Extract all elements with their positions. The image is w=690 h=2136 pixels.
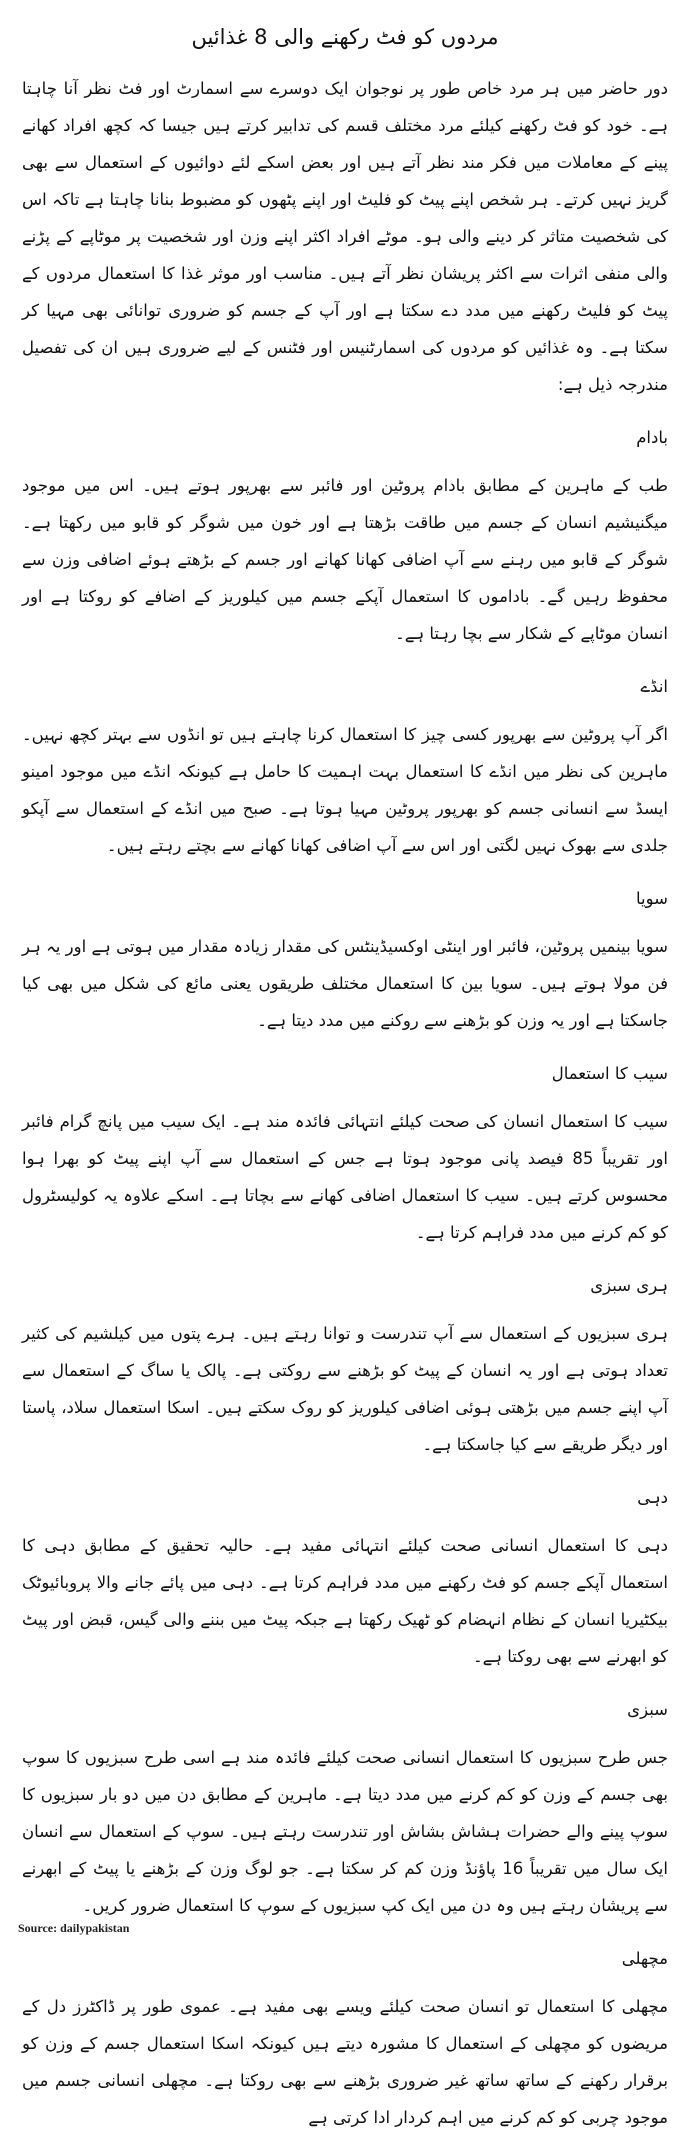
article-title: مردوں کو فٹ رکھنے والی 8 غذائیں	[191, 25, 499, 49]
intro-paragraph: دور حاضر میں ہر مرد خاص طور پر نوجوان ایک دوسرے سے اسمارٹ اور فٹ نظر آنا چاہتا ہے۔ خود کو فٹ رکھنے کیلئے مرد مختلف قسم کی تدابیر کرتے ہیں جیسا کہ کچھ افراد کھانے پینے کے معاملات میں فکر مند نظر آتے ہیں اور بعض اسکے لئے دوائیوں کے استعمال سے بھی گریز نہیں کرتے۔ ہر شخص اپنے پیٹ کو فلیٹ اور اپنے پٹھوں کو مضبوط بنانا چاہتا ہے تاکہ اس کی شخصیت متاثر کر دینے والی ہو۔ موٹے افراد اکثر اپنے وزن اور شخصیت پر موٹاپے کے پڑنے والی منفی اثرات سے اکثر پریشان نظر آتے ہیں۔ مناسب اور موثر غذا کا استعمال مردوں کے پیٹ کو فلیٹ رکھنے میں مدد دے سکتا ہے اور آپ کے جسم کو ضروری توانائی بھی مہیا کر سکتا ہے۔ وہ غذائیں کو مردوں کی اسمارٹنیس اور فٹنس کے لیے ضروری ہیں ان کی تفصیل مندرجہ ذیل ہے:	[22, 79, 668, 394]
section-green-vegetables	[22, 1271, 668, 1463]
section-almonds	[22, 423, 668, 652]
section-soy	[22, 884, 668, 1039]
section-paragraph: سویا بینمیں پروٹین، فائبر اور اینٹی اوکسیڈینٹس کی مقدار زیادہ مقدار میں ہوتی ہے اور یہ ہر فن مولا ہوتے ہیں۔ سویا بین کا استعمال مختلف طریقوں یعنی مائع کی شکل میں بھی کیا جاسکتا ہے اور یہ وزن کو بڑھنے سے روکنے میں مدد دیتا ہے۔	[22, 937, 668, 1030]
source-credit: Source: dailypakistan	[18, 1921, 130, 1935]
section-apple	[22, 1059, 668, 1251]
section-paragraph: طب کے ماہرین کے مطابق بادام پروٹین اور فائبر سے بھرپور ہوتے ہیں۔ اس میں موجود میگنیشیم انسان کے جسم میں طاقت بڑھتا ہے اور خون میں شوگر کو قابو میں رکھتا ہے۔ شوگر کے قابو میں رہنے سے آپ اضافی کھانا کھانے اور جسم کے بڑھتے ہوئے اضافی وزن سے محفوظ رہیں گے۔ باداموں کا استعمال آپکے جسم میں کیلوریز کے اضافے کو روکتا ہے اور انسان موٹاپے کے شکار سے بچا رہتا ہے۔	[22, 476, 668, 643]
section-paragraph: مچھلی کا استعمال تو انسان صحت کیلئے ویسے بھی مفید ہے۔ عموی طور پر ڈاکٹرز دل کے مریضوں کو مچھلی کے استعمال کا مشورہ دیتے ہیں کیونکہ اسکا استعمال جسم کے وزن کو برقرار رکھنے کے ساتھ ساتھ غیر ضروری بڑھنے سے بھی روکتا ہے۔ مچھلی انسانی جسم میں موجود چربی کو کم کرنے میں اہم کردار ادا کرتی ہے	[22, 1997, 668, 2127]
section-heading: مچھلی	[621, 1949, 668, 1968]
section-heading: دہی	[637, 1488, 668, 1507]
section-eggs	[22, 672, 668, 864]
section-paragraph: اگر آپ پروٹین سے بھرپور کسی چیز کا استعمال کرنا چاہتے ہیں تو انڈوں سے بہتر کچھ نہیں۔ ماہرین کی نظر میں انڈے کا استعمال بہت اہمیت کا حامل ہے کیونکہ انڈے میں موجود امینو ایسڈ سے انسانی جسم کو بھرپور پروٹین مہیا ہوتا ہے۔ صبح میں انڈے کے استعمال سے آپکو جلدی سے بھوک نہیں لگتی اور اس سے آپ اضافی کھانا کھانے سے بچتے رہتے ہیں۔	[22, 725, 668, 855]
section-heading: بادام	[636, 428, 668, 447]
section-fish	[22, 1944, 668, 2136]
section-yogurt	[22, 1483, 668, 1675]
section-heading: انڈے	[640, 677, 668, 696]
section-heading: ہری سبزی	[590, 1276, 668, 1295]
section-paragraph: ہری سبزیوں کے استعمال سے آپ تندرست و توانا رہتے ہیں۔ ہرے پتوں میں کیلشیم کی کثیر تعداد ہوتی ہے اور یہ انسان کے پیٹ کو بڑھنے سے روکتی ہے۔ پالک یا ساگ کے استعمال سے آپ اپنے جسم میں بڑھتی ہوئی اضافی کیلوریز کو روک سکتے ہیں۔ اسکا استعمال سلاد، پاستا اور دیگر طریقے سے کیا جاسکتا ہے۔	[22, 1324, 668, 1454]
section-paragraph: سیب کا استعمال انسان کی صحت کیلئے انتہائی فائدہ مند ہے۔ ایک سیب میں پانچ گرام فائبر اور تقریباً 85 فیصد پانی موجود ہوتا ہے جس کے استعمال سے آپ اپنے پیٹ کو بھرا ہوا محسوس کرتے ہیں۔ سیب کا استعمال اضافی کھانے سے بچاتا ہے۔ اسکے علاوہ یہ کولیسٹرول کو کم کرنے میں مدد فراہم کرتا ہے۔	[22, 1112, 668, 1242]
section-heading: سبزی	[627, 1700, 668, 1719]
section-paragraph: جس طرح سبزیوں کا استعمال انسانی صحت کیلئے فائدہ مند ہے اسی طرح سبزیوں کا سوپ بھی جسم کے وزن کو کم کرنے میں مدد دیتا ہے۔ ماہرین کے مطابق دن میں دو بار سبزیوں کا سوپ پینے والے حضرات ہشاش بشاش اور تندرست رہتے ہیں۔ سوپ کے استعمال سے انسان ایک سال میں تقریباً 16 پاؤنڈ وزن کم کر سکتا ہے۔ جو لوگ وزن کے بڑھنے یا پیٹ کے ابھرنے سے پریشان رہتے ہیں وہ دن میں ایک کپ سبزیوں کے سوپ کا استعمال ضرور کریں۔	[22, 1748, 668, 1915]
section-paragraph: دہی کا استعمال انسانی صحت کیلئے انتہائی مفید ہے۔ حالیہ تحقیق کے مطابق دہی کا استعمال آپکے جسم کو فٹ رکھنے میں مدد فراہم کرتا ہے۔ دہی میں پائے جانے والا پروبائیوٹک بیکٹیریا انسان کے نظام انہضام کو ٹھیک رکھتا ہے جبکہ پیٹ میں بننے والی گیس، قبض اور پیٹ کو ابھرنے سے بھی روکتا ہے۔	[22, 1536, 668, 1666]
section-heading: سیب کا استعمال	[551, 1064, 668, 1083]
section-vegetables	[22, 1695, 668, 1924]
section-heading: سویا	[636, 889, 668, 908]
